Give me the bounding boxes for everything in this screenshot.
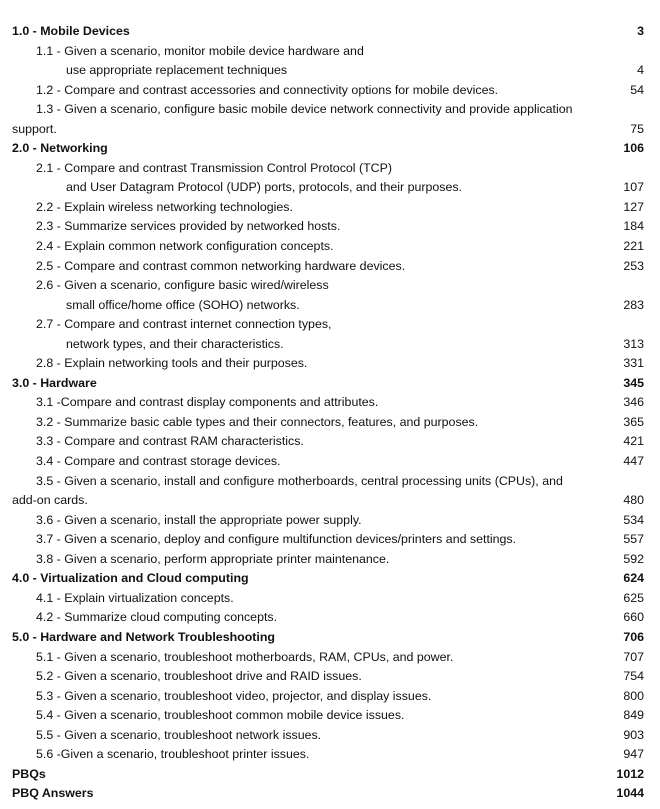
- toc-subsection-entry[interactable]: [12, 276, 644, 315]
- toc-page-number: 3: [637, 24, 644, 38]
- toc-entry-title: 4.1 - Explain virtualization concepts.: [36, 590, 234, 605]
- toc-entry-title: 2.0 - Networking: [12, 141, 108, 156]
- toc-subsection-entry[interactable]: [12, 432, 644, 452]
- toc-subsection-entry[interactable]: [12, 217, 644, 237]
- toc-subsection-entry[interactable]: [12, 42, 644, 81]
- toc-section-entry[interactable]: [12, 784, 644, 804]
- toc-entry-title-line-2: small office/home office (SOHO) networks.: [66, 297, 300, 312]
- toc-subsection-entry[interactable]: [12, 687, 644, 707]
- toc-entry-title-line-2: network types, and their characteristics.: [66, 336, 284, 351]
- toc-entry-title: 2.5 - Compare and contrast common networking hardware devices.: [36, 258, 406, 273]
- toc-entry-title-line-2: and User Datagram Protocol (UDP) ports, protocols, and their purposes.: [66, 180, 462, 195]
- toc-entry-title: 5.2 - Given a scenario, troubleshoot drive and RAID issues.: [36, 669, 362, 684]
- toc-subsection-entry[interactable]: [12, 745, 644, 765]
- toc-section-entry[interactable]: [12, 139, 644, 159]
- toc-page-number: 947: [623, 747, 644, 762]
- toc-entry-title: 1.2 - Compare and contrast accessories and connectivity options for mobile devices.: [36, 82, 499, 97]
- toc-entry-title: [12, 100, 622, 139]
- toc-entry-title-line-1: 2.1 - Compare and contrast Transmission Control Protocol (TCP): [36, 160, 393, 175]
- toc-entry-title: 3.3 - Compare and contrast RAM characteristics.: [36, 434, 304, 449]
- toc-page-number: 283: [623, 297, 644, 312]
- toc-page-number: 707: [623, 649, 644, 664]
- toc-page-number: 331: [623, 356, 644, 371]
- toc-entry-title: 5.4 - Given a scenario, troubleshoot common mobile device issues.: [36, 708, 405, 723]
- toc-subsection-entry[interactable]: [12, 667, 644, 687]
- toc-page-number: 313: [623, 336, 644, 351]
- toc-subsection-entry[interactable]: [12, 608, 644, 628]
- toc-section-entry[interactable]: [12, 374, 644, 394]
- toc-page-number: 346: [623, 395, 644, 410]
- toc-entry-title: 3.2 - Summarize basic cable types and their connectors, features, and purposes.: [36, 414, 479, 429]
- toc-entry-title: 5.0 - Hardware and Network Troubleshooting: [12, 629, 275, 644]
- toc-page-number: 1044: [616, 786, 644, 801]
- toc-entry-title-line-2: add-on cards.: [12, 493, 88, 508]
- toc-subsection-entry[interactable]: [12, 726, 644, 746]
- toc-entry-title: 2.2 - Explain wireless networking technologies.: [36, 199, 293, 214]
- toc-subsection-entry[interactable]: [12, 237, 644, 257]
- toc-entry-title: 2.4 - Explain common network configuration concepts.: [36, 239, 334, 254]
- toc-entry-title-line-1: 1.1 - Given a scenario, monitor mobile device hardware and: [36, 43, 364, 58]
- toc-entry-title: 3.1 -Compare and contrast display components and attributes.: [36, 395, 379, 410]
- toc-subsection-entry[interactable]: [12, 100, 644, 139]
- toc-subsection-entry[interactable]: [12, 159, 644, 198]
- toc-page-number: 624: [623, 571, 644, 586]
- toc-section-entry[interactable]: [12, 22, 644, 42]
- toc-entry-title-line-2: support.: [12, 121, 57, 136]
- toc-page-number: 592: [623, 551, 644, 566]
- toc-page-number: 1012: [616, 766, 644, 781]
- toc-entry-title: 2.3 - Summarize services provided by networked hosts.: [36, 219, 341, 234]
- toc-entry-title: 1.0 - Mobile Devices: [12, 24, 130, 38]
- toc-section-entry[interactable]: [12, 628, 644, 648]
- toc-page-number: 4: [637, 63, 644, 78]
- toc-entry-title-line-1: 1.3 - Given a scenario, configure basic mobile device network connectivity and provide application: [36, 102, 573, 117]
- toc-subsection-entry[interactable]: [12, 452, 644, 472]
- toc-page-number: 345: [623, 375, 644, 390]
- toc-entry-title: 4.0 - Virtualization and Cloud computing: [12, 571, 249, 586]
- toc-subsection-entry[interactable]: [12, 648, 644, 668]
- toc-page-number: 660: [623, 610, 644, 625]
- toc-subsection-entry[interactable]: [12, 511, 644, 531]
- toc-entry-title: [12, 42, 629, 81]
- table-of-contents: [12, 22, 644, 804]
- toc-section-entry[interactable]: [12, 765, 644, 785]
- toc-page-number: 480: [623, 493, 644, 508]
- toc-page-number: 106: [623, 141, 644, 156]
- toc-subsection-entry[interactable]: [12, 472, 644, 511]
- toc-entry-title: 5.5 - Given a scenario, troubleshoot network issues.: [36, 727, 322, 742]
- toc-page-number: 253: [623, 258, 644, 273]
- toc-entry-title: 3.7 - Given a scenario, deploy and configure multifunction devices/printers and settings.: [36, 532, 517, 547]
- toc-entry-title: PBQ Answers: [12, 786, 94, 801]
- toc-entry-title-line-2: use appropriate replacement techniques: [66, 63, 288, 78]
- toc-subsection-entry[interactable]: [12, 550, 644, 570]
- toc-section-entry[interactable]: [12, 569, 644, 589]
- toc-entry-title: 5.3 - Given a scenario, troubleshoot video, projector, and display issues.: [36, 688, 432, 703]
- toc-page-number: 557: [623, 532, 644, 547]
- toc-entry-title: [12, 472, 615, 511]
- toc-page-number: 127: [623, 199, 644, 214]
- toc-page-number: 903: [623, 727, 644, 742]
- toc-page-number: 625: [623, 590, 644, 605]
- toc-page-number: 800: [623, 688, 644, 703]
- toc-entry-title: 5.6 -Given a scenario, troubleshoot printer issues.: [36, 747, 310, 762]
- toc-entry-title: [12, 276, 615, 315]
- toc-subsection-entry[interactable]: [12, 393, 644, 413]
- toc-entry-title: 5.1 - Given a scenario, troubleshoot motherboards, RAM, CPUs, and power.: [36, 649, 454, 664]
- toc-entry-title: 4.2 - Summarize cloud computing concepts.: [36, 610, 278, 625]
- toc-entry-title: 3.4 - Compare and contrast storage devices.: [36, 454, 281, 469]
- toc-page-number: 447: [623, 454, 644, 469]
- toc-subsection-entry[interactable]: [12, 354, 644, 374]
- toc-page-number: 754: [623, 669, 644, 684]
- toc-page-number: 184: [623, 219, 644, 234]
- toc-subsection-entry[interactable]: [12, 81, 644, 101]
- toc-page-number: 421: [623, 434, 644, 449]
- toc-entry-title: 3.6 - Given a scenario, install the appropriate power supply.: [36, 512, 362, 527]
- toc-entry-title: 3.0 - Hardware: [12, 375, 97, 390]
- toc-page-number: 221: [623, 239, 644, 254]
- toc-page-number: 365: [623, 414, 644, 429]
- toc-page-number: 107: [623, 180, 644, 195]
- toc-page-number: 75: [630, 121, 644, 136]
- toc-subsection-entry[interactable]: [12, 413, 644, 433]
- toc-page-number: 534: [623, 512, 644, 527]
- toc-entry-title: 2.8 - Explain networking tools and their purposes.: [36, 356, 308, 371]
- toc-subsection-entry[interactable]: [12, 589, 644, 609]
- toc-entry-title: [12, 159, 615, 198]
- toc-subsection-entry[interactable]: [12, 315, 644, 354]
- toc-subsection-entry[interactable]: [12, 706, 644, 726]
- toc-entry-title-line-1: 2.7 - Compare and contrast internet connection types,: [36, 317, 332, 332]
- toc-subsection-entry[interactable]: [12, 198, 644, 218]
- toc-entry-title-line-1: 3.5 - Given a scenario, install and configure motherboards, central processing units (CPUs), and: [36, 473, 563, 488]
- toc-page-number: 54: [630, 82, 644, 97]
- toc-subsection-entry[interactable]: [12, 257, 644, 277]
- toc-entry-title-line-1: 2.6 - Given a scenario, configure basic wired/wireless: [36, 278, 329, 293]
- toc-page-number: 849: [623, 708, 644, 723]
- toc-entry-title: PBQs: [12, 766, 46, 781]
- toc-entry-title: [12, 315, 615, 354]
- toc-page-number: 706: [623, 629, 644, 644]
- toc-subsection-entry[interactable]: [12, 530, 644, 550]
- toc-entry-title: 3.8 - Given a scenario, perform appropriate printer maintenance.: [36, 551, 390, 566]
